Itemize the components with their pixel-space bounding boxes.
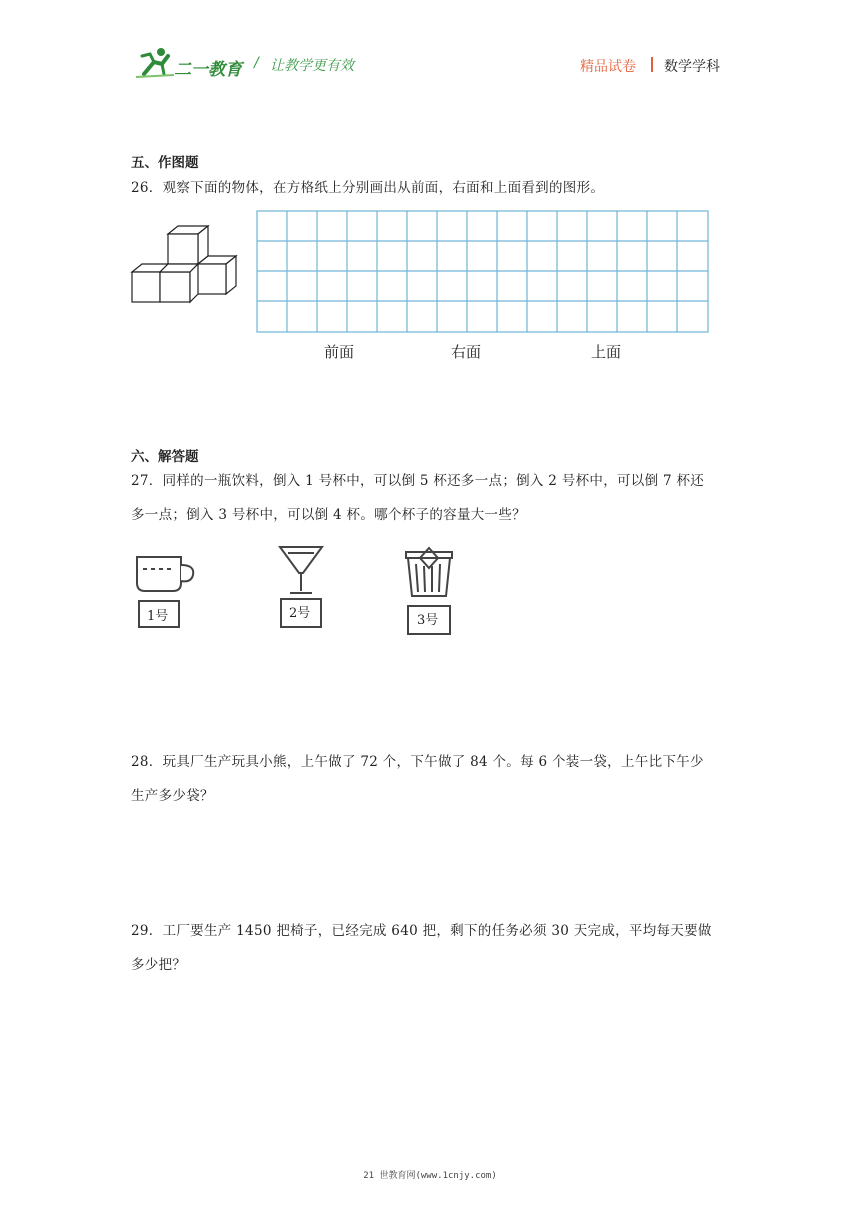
cup-3-label: 3号: [417, 613, 439, 628]
grid-paper: [256, 210, 710, 334]
question-28-line2: 生产多少袋？: [131, 788, 214, 804]
grid-label-front: 前面: [324, 343, 355, 361]
cube-figure: [128, 222, 240, 306]
question-29-line2: 多少把？: [131, 957, 187, 973]
slogan-divider: /: [254, 55, 259, 71]
question-26-text: 26．观察下面的物体，在方格纸上分别画出从前面，右面和上面看到的图形。: [131, 180, 605, 196]
question-27-line2: 多一点；倒入 3 号杯中，可以倒 4 杯。哪个杯子的容量大一些？: [131, 507, 526, 523]
header-divider: [651, 57, 653, 72]
slogan: 让教学更有效: [270, 58, 354, 74]
question-28-line1: 28．玩具厂生产玩具小熊，上午做了 72 个，下午做了 84 个。每 6 个装一袋，上午比下午少: [131, 754, 704, 770]
logo-text: 二一教育: [174, 60, 242, 80]
question-27-line1: 27．同样的一瓶饮料，倒入 1 号杯中，可以倒 5 杯还多一点；倒入 2 号杯中，可以倒 7 杯还: [131, 473, 705, 489]
page-footer: 21 世教育网(www.1cnjy.com): [363, 1171, 497, 1181]
cup-2-label: 2号: [289, 606, 311, 621]
header-tag-quality: 精品试卷: [580, 59, 636, 75]
cup-1-label: 1号: [147, 609, 169, 624]
grid-label-top: 上面: [591, 343, 622, 361]
section-title-5: 五、作图题: [131, 155, 199, 171]
section-title-6: 六、解答题: [131, 449, 199, 465]
grid-label-right: 右面: [451, 343, 482, 361]
question-29-line1: 29．工厂要生产 1450 把椅子，已经完成 640 把，剩下的任务必须 30 天完成，平均每天要做: [131, 923, 712, 939]
header-tag-subject: 数学学科: [664, 59, 720, 75]
runner-logo-icon: [134, 44, 178, 80]
